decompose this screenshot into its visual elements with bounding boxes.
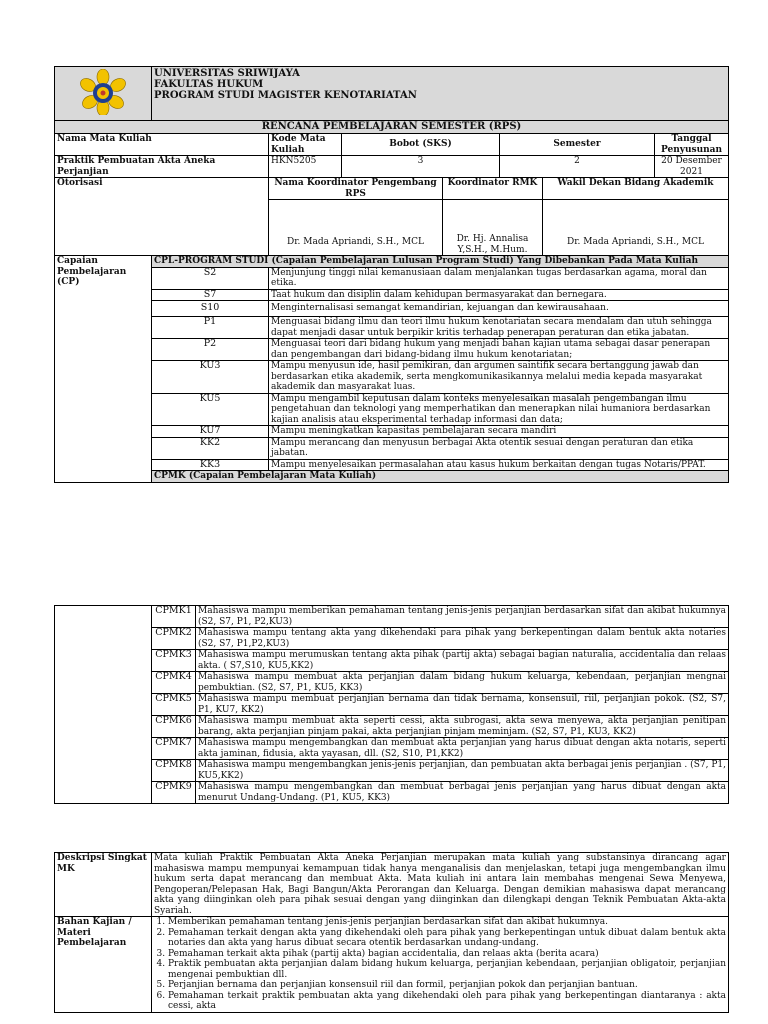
cpl-text: Mampu menyusun ide, hasil pemikiran, dan argumen saintifik secara bertanggung jawab dan berdasarkan etika akademik, serta mengkomunikasikannya melalui media kepada masyarakat akademik dan masyarakat luas. [269, 361, 729, 394]
cpl-code: KK3 [152, 459, 269, 471]
material-item: 1. Memberikan pemahaman tentang jenis-jenis perjanjian berdasarkan sifat dan akibat hukumnya. [168, 917, 726, 928]
cpmk-text: Mahasiswa mampu mengembangkan jenis-jenis perjanjian, dan pembuatan akta berbagai jenis perjanjian . (S7, P1, KU5,KK2) [196, 760, 729, 782]
cpl-row [55, 267, 729, 289]
cpl-row [55, 289, 729, 301]
cp-label: Capaian Pembelajaran (CP) [55, 256, 152, 483]
cpl-text: Mampu meningkatkan kapasitas pembelajaran secara mandiri [269, 426, 729, 438]
cpl-text: Menguasai bidang ilmu dan teori ilmu hukum kenotariatan secara mendalam dan utuh sehingga dapat menjadi dasar untuk berpikir kritis terhadap penerapan peraturan dan etika jabatan. [269, 317, 729, 339]
material-item: 4. Praktik pembuatan akta perjanjian dalam bidang hukum keluarga, perjanjian kebendaan, perjanjian obligatoir, perjanjian mengenai pembuktian dll. [168, 959, 726, 980]
cpmk-text: Mahasiswa mampu membuat akta seperti cessi, akta subrogasi, akta sewa menyewa, akta perjanjian penitipan barang, akta perjanjian pinjam pakai, akta perjanjian pinjam meminjam. (S2, S7, P1, KU3, KK2) [196, 716, 729, 738]
cpl-text: Menjunjung tinggi nilai kemanusiaan dalam menjalankan tugas berdasarkan agama, moral dan etika. [269, 267, 729, 289]
cpl-code: P1 [152, 317, 269, 339]
university-name: UNIVERSITAS SRIWIJAYA [154, 68, 300, 79]
cpmk-text: Mahasiswa mampu membuat perjanjian bernama dan tidak bernama, konsensuil, riil, perjanjian pokok. (S2, S7, P1, KU7, KK2) [196, 694, 729, 716]
cpl-text: Mampu merancang dan menyusun berbagai Akta otentik sesuai dengan peraturan dan etika jabatan. [269, 437, 729, 459]
cpmk-text: Mahasiswa mampu membuat akta perjanjian dalam bidang hukum keluarga, kebendaan, perjanjian mengnai pembuktian. (S2, S7, P1, KU5, KK3) [196, 672, 729, 694]
course-name-value: Praktik Pembuatan Akta Aneka Perjanjian [55, 156, 269, 178]
cpmk-code: CPMK5 [152, 694, 196, 716]
cpl-code: KK2 [152, 437, 269, 459]
credit-label: Bobot (SKS) [342, 134, 500, 156]
cpmk-row [55, 650, 729, 672]
cpl-heading: CPL-PROGRAM STUDI (Capaian Pembelajaran Lulusan Program Studi) Yang Dibebankan Pada Mata Kuliah [152, 256, 729, 268]
cpmk-row [55, 694, 729, 716]
cpl-code: S2 [152, 267, 269, 289]
material-label: Bahan Kajian / Materi Pembelajaran [55, 917, 152, 1013]
cpmk-text: Mahasiswa mampu tentang akta yang dikehendaki para pihak yang berkepentingan dalam bentuk akta notaries (S2, S7, P1,P2,KU3) [196, 628, 729, 650]
cpmk-row [55, 716, 729, 738]
program-name: PROGRAM STUDI MAGISTER KENOTARIATAN [154, 90, 417, 101]
cpmk-row [55, 782, 729, 804]
coord-dev-label: Nama Koordinator Pengembang RPS [269, 178, 443, 200]
cpl-code: S10 [152, 301, 269, 317]
dean-label: Wakil Dekan Bidang Akademik [543, 178, 729, 200]
cpl-row [55, 339, 729, 361]
description-block [54, 852, 728, 1013]
cpmk-row [55, 760, 729, 782]
description-label: Deskripsi Singkat MK [55, 853, 152, 917]
cpl-text: Taat hukum dan disiplin dalam kehidupan bermasyarakat dan bernegara. [269, 289, 729, 301]
course-name-label: Nama Mata Kuliah [55, 134, 269, 156]
cpmk-code: CPMK7 [152, 738, 196, 760]
dean-name: Dr. Mada Apriandi, S.H., MCL [543, 200, 729, 256]
course-code-label: Kode Mata Kuliah [269, 134, 342, 156]
semester-label: Semester [500, 134, 655, 156]
cpmk-code: CPMK6 [152, 716, 196, 738]
cpl-row [55, 317, 729, 339]
cpmk-code: CPMK3 [152, 650, 196, 672]
course-code-value: HKN5205 [269, 156, 342, 178]
cpmk-text: Mahasiswa mampu mengembangkan dan membuat akta perjanjian yang harus dibuat dengan akta notaris, seperti akta jaminan, fidusia, akta yayasan, dll. (S2, S10, P1,KK2) [196, 738, 729, 760]
cpmk-heading: CPMK (Capaian Pembelajaran Mata Kuliah) [152, 471, 729, 483]
material-item: 3. Pemahaman terkait akta pihak (partij akta) bagian accidentalia, dan relaas akta (berita acara) [168, 949, 726, 960]
cpmk-code: CPMK9 [152, 782, 196, 804]
semester-value: 2 [500, 156, 655, 178]
cpl-code: P2 [152, 339, 269, 361]
cpmk-code: CPMK8 [152, 760, 196, 782]
cpmk-row [55, 606, 729, 628]
material-item: 2. Pemahaman terkait dengan akta yang dikehendaki oleh para pihak yang berkepentingan untuk dibuat dalam bentuk akta notaries dan akta yang harus dibuat secara otentik berdasarkan undang-undang. [168, 928, 726, 949]
material-item: 6. Pemahaman terkait praktik pembuatan akta yang dikehendaki oleh para pihak yang berkepentingan diantaranya : akta cessi, akta [168, 991, 726, 1012]
date-value: 20 Desember 2021 [655, 156, 729, 178]
logo-cell [55, 67, 152, 121]
cpl-row [55, 426, 729, 438]
rmk-label: Koordinator RMK [443, 178, 543, 200]
cpmk-code: CPMK4 [152, 672, 196, 694]
cpl-row [55, 361, 729, 394]
cpmk-text: Mahasiswa mampu mengembangkan dan membuat berbagai jenis perjanjian yang harus dibuat dengan akta menurut Undang-Undang. (P1, KU5, KK3) [196, 782, 729, 804]
cpl-code: KU7 [152, 426, 269, 438]
material-item: 5. Perjanjian bernama dan perjanjian konsensuil riil dan formil, perjanjian pokok dan perjanjian bantuan. [168, 980, 726, 991]
material-cell [152, 917, 729, 1013]
cpl-row [55, 459, 729, 471]
cpmk-spacer [55, 606, 152, 804]
rps-header-block [54, 66, 728, 483]
cpl-row [55, 437, 729, 459]
authorization-label: Otorisasi [55, 178, 269, 256]
cpmk-text: Mahasiswa mampu memberikan pemahaman tentang jenis-jenis perjanjian berdasarkan sifat dan akibat hukumnya (S2, S7, P1, P2,KU3) [196, 606, 729, 628]
cpl-text: Menguasai teori dari bidang hukum yang menjadi bahan kajian utama sebagai dasar penerapan dan pengembangan dari bidang-bidang ilmu hukum kenotariatan; [269, 339, 729, 361]
document-title: RENCANA PEMBELAJARAN SEMESTER (RPS) [55, 121, 729, 134]
cpl-row [55, 301, 729, 317]
cpmk-code: CPMK2 [152, 628, 196, 650]
rmk-name: Dr. Hj. Annalisa Y,S.H., M.Hum. [443, 200, 543, 256]
faculty-name: FAKULTAS HUKUM [154, 79, 264, 90]
university-logo [78, 69, 128, 115]
material-list [154, 917, 726, 1012]
cpmk-block [54, 605, 728, 804]
cpl-code: KU5 [152, 393, 269, 426]
description-text: Mata kuliah Praktik Pembuatan Akta Aneka Perjanjian merupakan mata kuliah yang substansinya dirancang agar mahasiswa mampu mempunyai kemampuan tidak hanya menganalisis dan menjelaskan, tetapi juga mengembangkan ilmu hukum serta dapat merancang dan membuat Akta. Mata kuliah ini antara lain membahas mengenai Sewa Menyewa, Pengoperan/Pelepasan Hak, Bagi Bangun/Akta Perorangan dan Keluarga. Dengan demikian mahasiswa dapat merancang akta yang diinginkan oleh para pihak sesuai dengan yang diinginkan dan dilengkapi dengan Teknik Pembuatan Akta-akta Syariah. [152, 853, 729, 917]
cpl-row [55, 393, 729, 426]
cpmk-row [55, 738, 729, 760]
credit-value: 3 [342, 156, 500, 178]
cpmk-row [55, 628, 729, 650]
cpl-code: S7 [152, 289, 269, 301]
cpl-code: KU3 [152, 361, 269, 394]
institution-heading [152, 67, 729, 121]
cpl-text: Mampu menyelesaikan permasalahan atau kasus hukum berkaitan dengan tugas Notaris/PPAT. [269, 459, 729, 471]
cpmk-code: CPMK1 [152, 606, 196, 628]
coord-dev-name: Dr. Mada Apriandi, S.H., MCL [269, 200, 443, 256]
cpl-text: Menginternalisasi semangat kemandirian, kejuangan dan kewirausahaan. [269, 301, 729, 317]
cpl-text: Mampu mengambil keputusan dalam konteks menyelesaikan masalah pengembangan ilmu pengetahuan dan teknologi yang memperhatikan dan menerapkan nilai humaniora berdasarkan kajian analisis atau eksperimental terhadap informasi dan data; [269, 393, 729, 426]
cpmk-text: Mahasiswa mampu merumuskan tentang akta pihak (partij akta) sebagai bagian naturalia, accidentalia dan relaas akta. ( S7,S10, KU5,KK2) [196, 650, 729, 672]
date-label: Tanggal Penyusunan [655, 134, 729, 156]
cpmk-row [55, 672, 729, 694]
